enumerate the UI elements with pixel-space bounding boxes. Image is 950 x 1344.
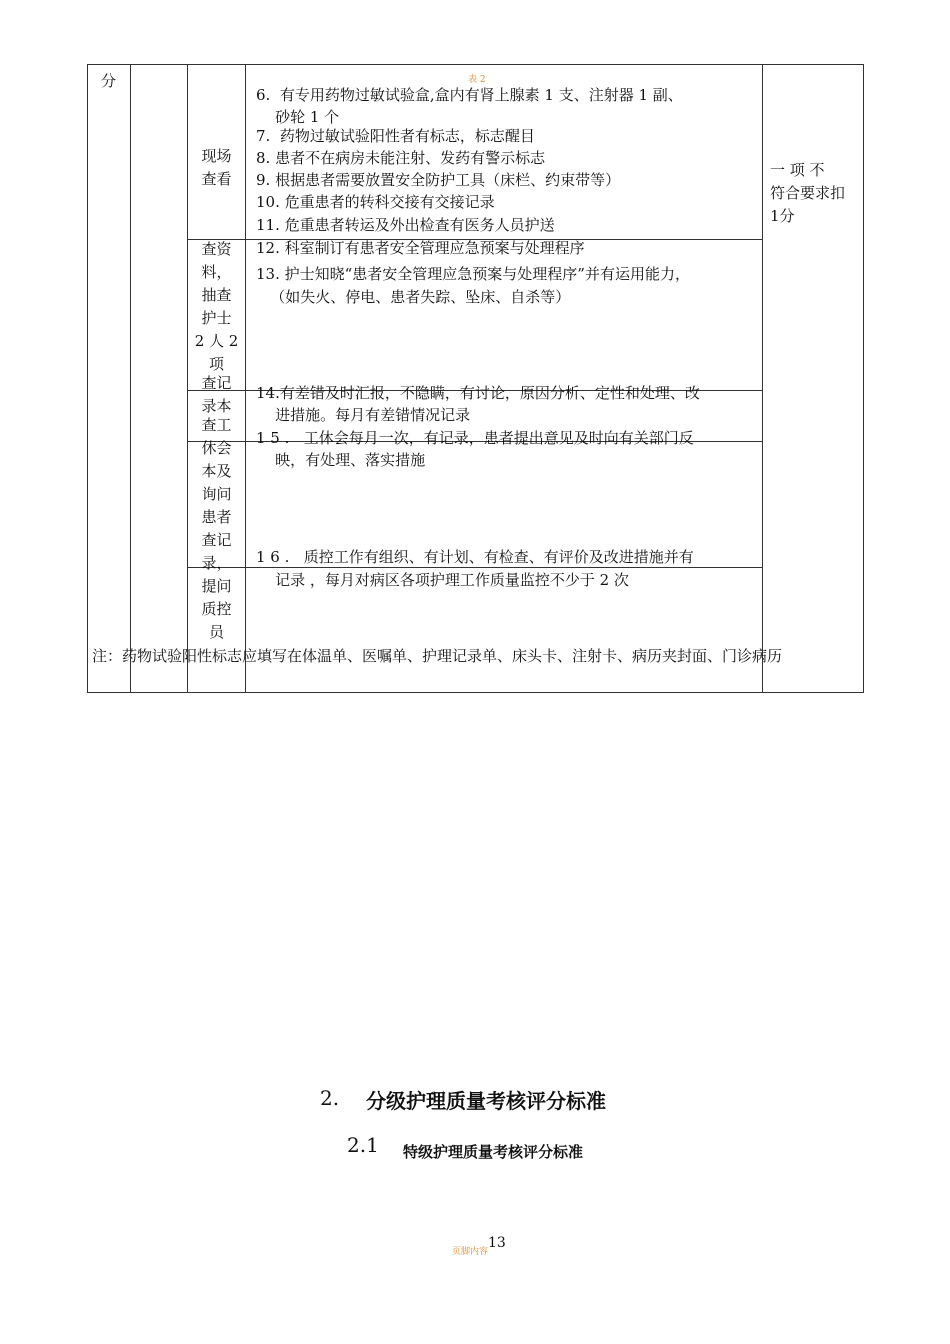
table-border-top [87, 64, 864, 65]
method-check-records: 查记 录本 [201, 374, 232, 415]
item-line: 砂轮 1 个 [256, 108, 340, 126]
method-check-documents: 查资 料， 抽查 护士 2 人 2 项 [194, 240, 239, 373]
table-col-divider-1 [130, 64, 131, 693]
table-border-bottom [87, 692, 864, 693]
table-note: 注：药物试验阳性标志应填写在体温单、医嘱单、护理记录单、床头卡、注射卡、病历夹封面、门诊病历 [92, 647, 783, 665]
item-line: 10. 危重患者的转科交接有交接记录 [256, 193, 495, 211]
table-border-left [87, 64, 88, 693]
method-onsite-check: 现场 查看 [201, 147, 232, 188]
method-check-meeting-records: 查工 休会 本及 询问 患者 [201, 416, 232, 526]
item-line: 进措施。每月有差错情况记录 [256, 406, 471, 424]
table-col-divider-4 [762, 64, 763, 693]
footer-label: 页脚内容 [452, 1247, 489, 1257]
item-line: 7. 药物过敏试验阳性者有标志，标志醒目 [256, 127, 535, 145]
item-line: 14.有差错及时汇报，不隐瞒，有讨论，原因分析、定性和处理、改 [256, 384, 700, 402]
section-heading-title: 分级护理质量考核评分标准 [366, 1089, 606, 1113]
item-line: 12. 科室制订有患者安全管理应急预案与处理程序 [256, 239, 585, 257]
subsection-heading-title: 特级护理质量考核评分标准 [403, 1143, 584, 1161]
item-line: 记录 ，每月对病区各项护理工作质量监控不少于 2 次 [256, 571, 629, 589]
item-line: 1 5 . 工休会每月一次，有记录，患者提出意见及时向有关部门反 [256, 429, 694, 447]
item-line: 1 6 . 质控工作有组织、有计划、有检查、有评价及改进措施并有 [256, 548, 694, 566]
score-column-label: 分 [101, 72, 117, 90]
table-caption: 表 2 [468, 75, 486, 85]
page-number: 13 [488, 1235, 506, 1251]
item-line: （如失火、停电、患者失踪、坠床、自杀等） [256, 288, 571, 306]
method-ask-qc-staff: 查记 录， 提问 质控 员 [201, 531, 232, 641]
section-heading-number: 2. [320, 1086, 340, 1110]
subsection-heading-number: 2.1 [347, 1133, 379, 1157]
table-col-divider-3 [245, 64, 246, 693]
item-line: 11. 危重患者转运及外出检查有医务人员护送 [256, 216, 555, 234]
item-line: 6. 有专用药物过敏试验盒,盒内有肾上腺素 1 支、注射器 1 副、 [256, 86, 683, 104]
item-line: 8. 患者不在病房未能注射、发药有警示标志 [256, 149, 546, 167]
deduction-rule: 一 项 不 符合要求扣 1分 [770, 161, 846, 225]
item-line: 13. 护士知晓“患者安全管理应急预案与处理程序”并有运用能力， [256, 265, 690, 283]
item-line: 9. 根据患者需要放置安全防护工具（床栏、约束带等） [256, 171, 621, 189]
item-line: 映，有处理、落实措施 [256, 451, 426, 469]
table-border-right [863, 64, 864, 693]
